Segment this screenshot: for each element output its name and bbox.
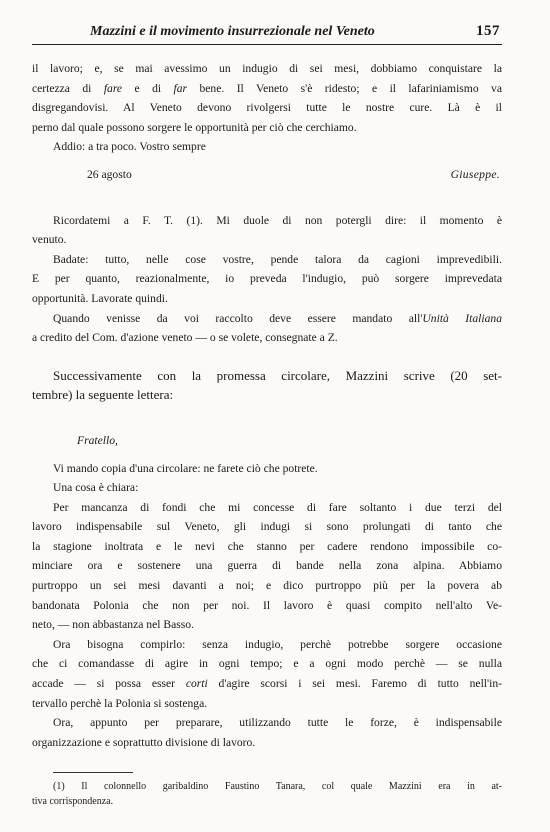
footnote	[32, 779, 502, 809]
letter-one-body	[32, 59, 502, 185]
text-line: purtroppo un sei mesi davanti a noi; e dico purtroppo più per la povera ab	[32, 579, 502, 593]
text-line: Una cosa è chiara:	[53, 481, 139, 495]
footnote-divider	[53, 772, 133, 773]
text-line: certezza di fare e di far bene. Il Veneto s'è ridesto; e il lafariniamismo va	[32, 81, 502, 95]
editorial-intro	[32, 366, 502, 405]
text-line: la stagione inoltrata e le nevi che stanno per cadere rendono impossibile co-	[32, 539, 502, 553]
text-line: tembre) la seguente lettera:	[32, 387, 174, 403]
text-line: il lavoro; e, se mai avessimo un indugio di sei mesi, dobbiamo conquistare la	[32, 62, 502, 75]
letter-date: 26 agosto	[87, 167, 132, 181]
text-line: venuto.	[32, 233, 67, 247]
letter-salutation: Fratello,	[77, 433, 118, 447]
date-signature-line	[32, 165, 502, 185]
text-line: minciare ora e sostenere una guerra di bande nella zona alpina. Abbiamo	[32, 559, 502, 573]
text-line: Ora, appunto per preparare, utilizzando tutte le forze, è indispensabile	[53, 716, 502, 730]
running-header	[32, 22, 502, 45]
text-line: Quando venisse da voi raccolto deve essere mandato all'Unità Italiana	[53, 311, 503, 325]
text-line: Per mancanza di fondi che mi concesse di fare soltanto i due terzi del	[53, 500, 502, 514]
text-line: Vi mando copia d'una circolare: ne farete ciò che potrete.	[53, 461, 318, 475]
letter-two-body	[32, 431, 502, 753]
postscript	[32, 211, 502, 348]
text-line: accade — si possa esser corti d'agire scorsi i sei mesi. Faremo di tutto nell'in-	[32, 677, 502, 691]
text-line: Successivamente con la promessa circolare, Mazzini scrive (20 set-	[53, 367, 502, 383]
page-number: 157	[476, 23, 500, 39]
text-line: a credito del Com. d'azione veneto — o se volete, consegnate a Z.	[32, 331, 338, 345]
text-line: bandonata Polonia che non per noi. Il lavoro è quasi compito nell'alto Ve-	[32, 598, 502, 612]
footnote-line: (1) Il colonnello garibaldino Faustino Tanara, col quale Mazzini era in at-	[53, 781, 502, 793]
text-line: Ora bisogna compirlo: senza indugio, perchè potrebbe sorgere occasione	[53, 637, 502, 651]
letter-signature: Giuseppe.	[450, 167, 500, 181]
letter-closing: Addio: a tra poco. Vostro sempre	[53, 140, 206, 154]
text-line: Ricordatemi a F. T. (1). Mi duole di non potergli dire: il momento è	[53, 213, 502, 227]
book-page	[32, 22, 502, 809]
text-line: E per quanto, reazionalmente, io preveda l'indugio, può sorgere imprevedata	[32, 272, 502, 286]
footnote-line: tiva corrispondenza.	[32, 796, 114, 808]
text-line: tervallo perchè la Polonia si sostenga.	[32, 696, 208, 710]
running-title: Mazzini e il movimento insurrezionale nel Veneto	[90, 24, 375, 39]
text-line: lavoro indispensabile sul Veneto, gli indugi si sono prolungati di tanto che	[32, 520, 502, 534]
text-line: perno dal quale possono sorgere le opportunità per ciò che cerchiamo.	[32, 120, 357, 134]
text-line: Badate: tutto, nelle cose vostre, pende talora da cagioni imprevedibili.	[53, 252, 502, 266]
text-line: disgregandovisi. Al Veneto devono rivolgersi tutte le nostre cure. Là è il	[32, 101, 502, 115]
text-line: organizzazione e soprattutto divisione di lavoro.	[32, 735, 256, 749]
text-line: che ci comandasse di agire in ogni tempo; e a ogni modo perchè — se nulla	[32, 657, 502, 671]
text-line: opportunità. Lavorate quindi.	[32, 291, 168, 305]
text-line: neto, — non abbastanza nel Basso.	[32, 618, 194, 632]
